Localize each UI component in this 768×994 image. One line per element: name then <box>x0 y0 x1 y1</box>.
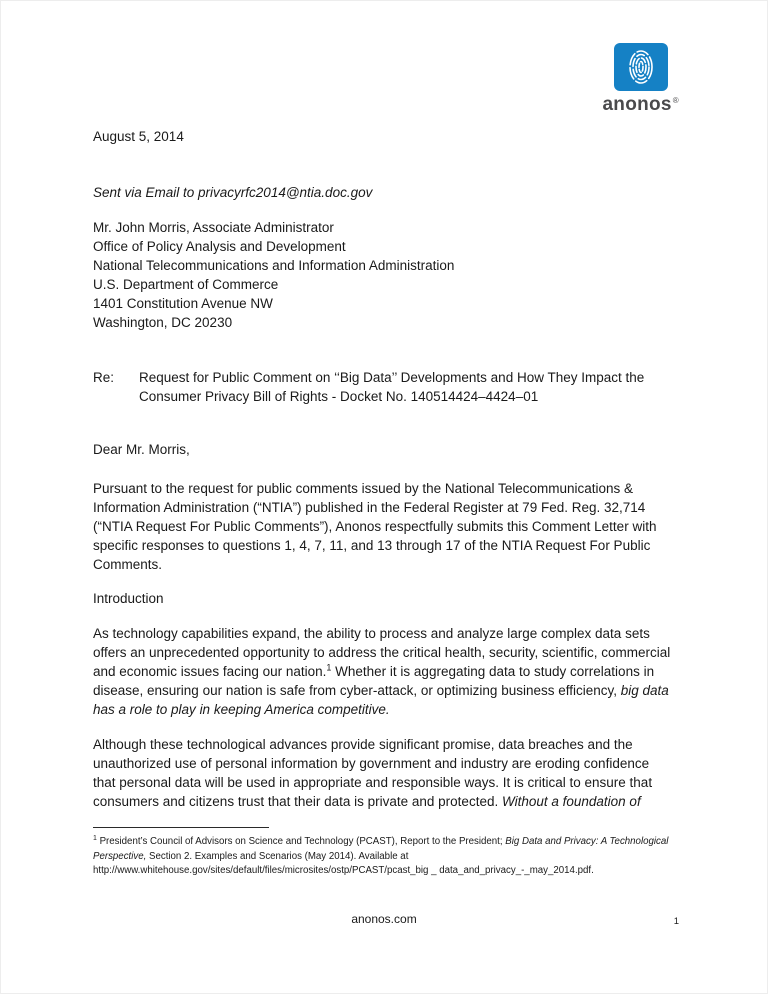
address-line: Washington, DC 20230 <box>93 315 233 330</box>
footnote-number: 1 <box>93 834 97 842</box>
address-line: Mr. John Morris, Associate Administrator <box>93 220 334 235</box>
paragraph-technology <box>93 624 675 719</box>
salutation: Dear Mr. Morris, <box>93 442 190 457</box>
re-block <box>93 368 675 406</box>
paragraph-technology-text-2: Whether it is aggregating data to study correlations in disease, ensuring our nation is safe from cyber-attack, or optimizing business efficiency, <box>93 664 655 698</box>
re-subject-line-1: Request for Public Comment on ‘‘Big Data’’ Developments and How They Impact the <box>139 370 645 385</box>
paragraph-pursuant-text: Pursuant to the request for public comments issued by the National Telecommunications & Information Administration (“NTIA”) published in the Federal Register at 79 Fed. Reg. 32,714 (“NTIA Request For Public Comments”), Anonos respectfully submits this Comment Letter with specific responses to questions 1, 4, 7, 11, and 13 through 17 of the NTIA Request For Public Comments. <box>93 481 657 572</box>
footnote-part-1: President’s Council of Advisors on Science and Technology (PCAST), Report to the President; <box>96 836 506 847</box>
paragraph-technology-italic: big data has a role to play in keeping America competitive. <box>93 683 669 717</box>
date-line: August 5, 2014 <box>93 129 184 144</box>
paragraph-advances-text: Although these technological advances provide significant promise, data breaches and the unauthorized use of personal information by government and industry are eroding confidence that personal data will be used in appropriate and responsible ways. It is critical to ensure that consumers and citizens trust that their data is private and protected. <box>93 737 653 809</box>
footer-site: anonos.com <box>351 912 417 926</box>
sent-via-line: Sent via Email to privacyrfc2014@ntia.doc.gov <box>93 185 373 200</box>
re-subject-line-2: Consumer Privacy Bill of Rights - Docket No. 140514424–4424–01 <box>139 389 539 404</box>
re-subject <box>139 368 675 406</box>
paragraph-technology-text: As technology capabilities expand, the ability to process and analyze large complex data sets offers an unprecedented opportunity to address the critical health, security, scientific, commercial and economic issues facing our nation. <box>93 626 671 679</box>
footnote-area <box>93 827 675 879</box>
anonos-logo <box>602 43 679 114</box>
paragraph-advances <box>93 735 675 811</box>
address-line: 1401 Constitution Avenue NW <box>93 296 273 311</box>
address-line: Office of Policy Analysis and Development <box>93 239 346 254</box>
recipient-address <box>93 218 675 332</box>
footnote-ref-1: 1 <box>326 662 332 673</box>
footnote-separator <box>93 827 269 828</box>
paragraph-advances-italic: Without a foundation of <box>501 794 641 809</box>
address-line: National Telecommunications and Information Administration <box>93 258 455 273</box>
footnote-title-italic: Big Data and Privacy: A Technological Perspective, <box>93 836 669 862</box>
footnote-text <box>93 835 675 879</box>
paragraph-pursuant <box>93 479 675 574</box>
registered-mark: ® <box>672 96 679 105</box>
logo-wordmark <box>602 95 679 114</box>
address-line: U.S. Department of Commerce <box>93 277 279 292</box>
re-label: Re: <box>93 370 115 385</box>
page-number: 1 <box>673 916 679 927</box>
section-heading-introduction: Introduction <box>93 591 164 606</box>
logo-brand-text: anonos <box>602 94 672 115</box>
footnote-part-2: Section 2. Examples and Scenarios (May 2014). Available at http://www.whitehouse.gov/sites/default/files/microsites/ostp/PCAST/pcast_big _ data_and_privacy_-_may_2014.pdf. <box>93 850 594 876</box>
fingerprint-icon <box>614 43 668 91</box>
